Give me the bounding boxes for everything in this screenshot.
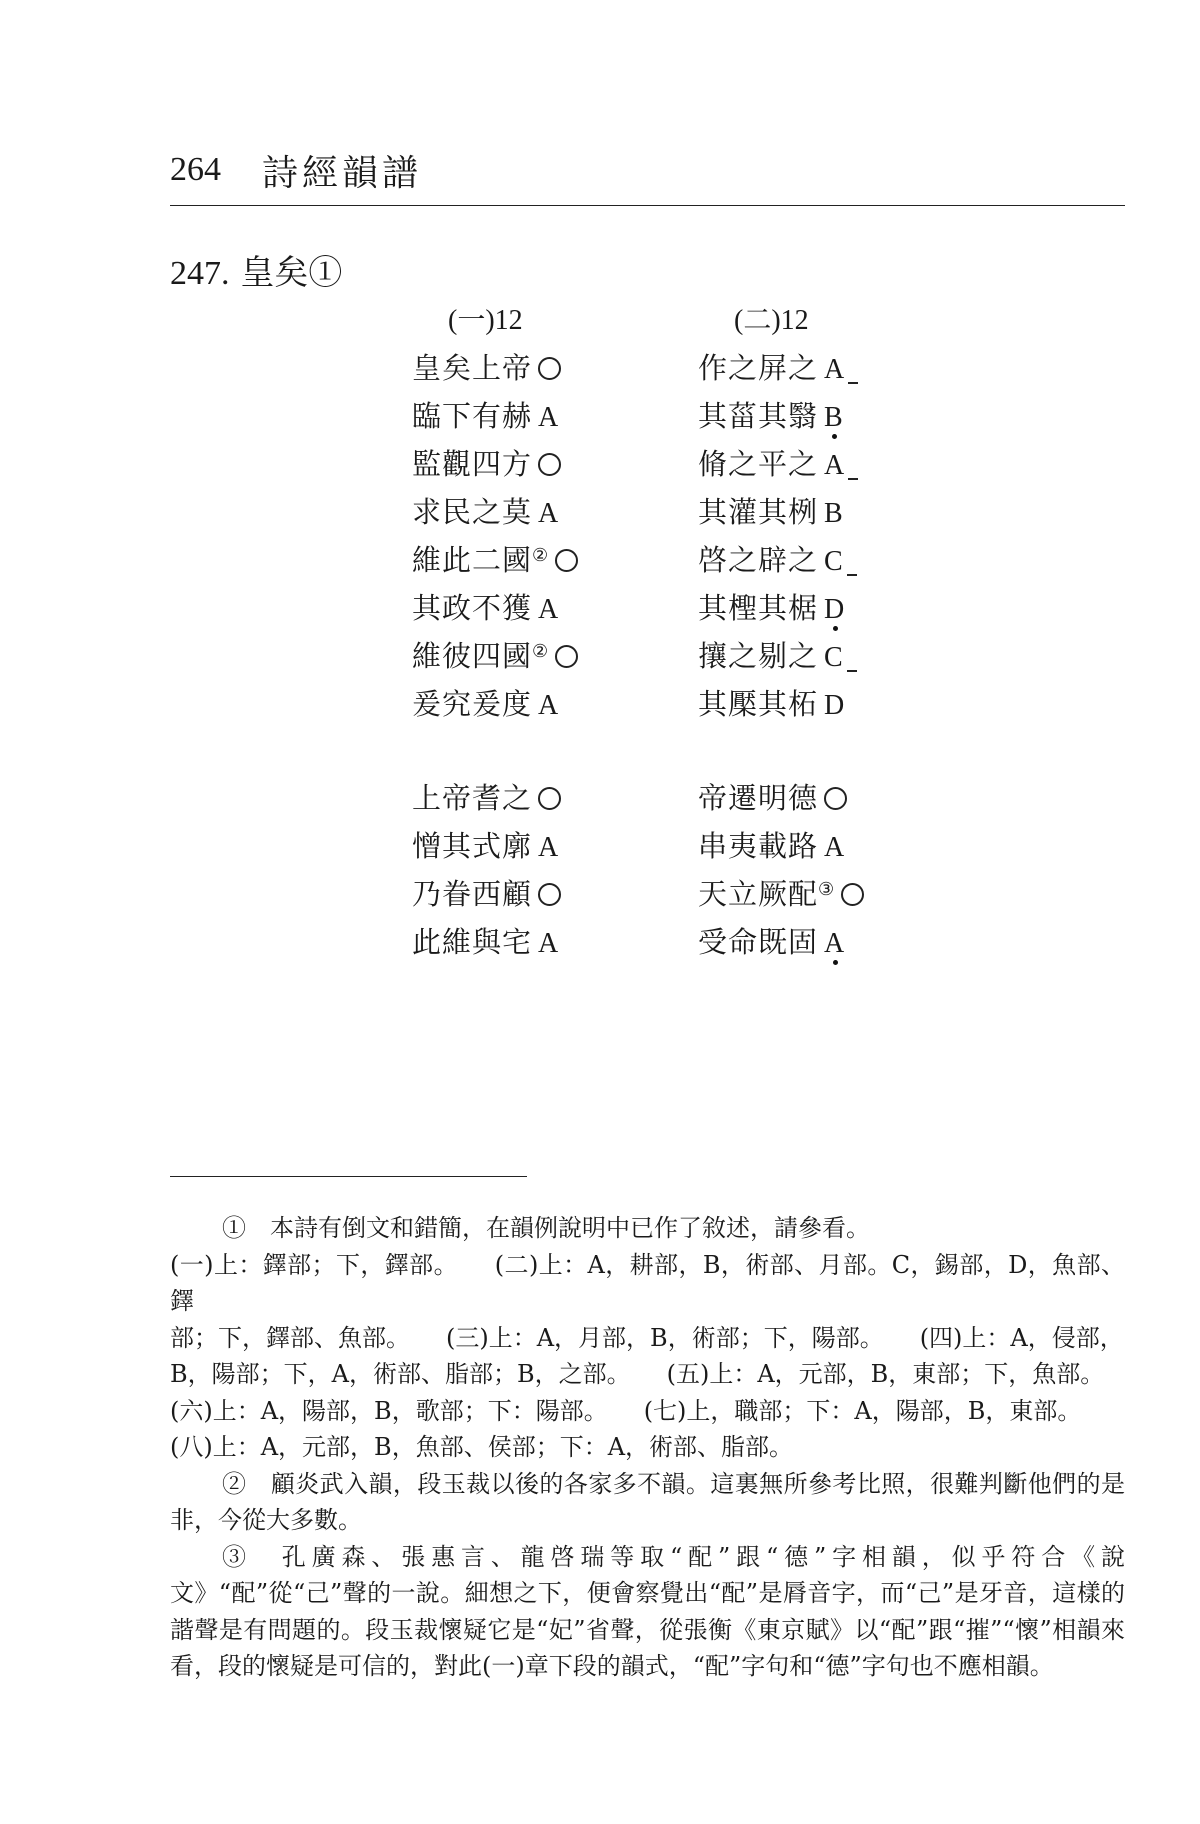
rhyme-mark: A [538, 928, 560, 959]
stanza-1 [412, 298, 742, 968]
rhyme-mark: D [824, 594, 846, 625]
verse-line: 帝遷明德 [698, 776, 1028, 824]
rhyme-mark: B [824, 498, 844, 529]
page-number: 264 [170, 151, 221, 188]
rhyme-mark: B [824, 402, 844, 433]
rhyme-mark: A [824, 928, 846, 959]
rhyme-mark: A [824, 354, 846, 385]
footnote-1-line: 部；下，鐸部、魚部。 (三)上：A，月部，B，術部；下，陽部。 (四)上：A，侵部， [170, 1323, 1124, 1352]
verse-line: 此維與宅 A [412, 925, 560, 959]
rhyme-mark: C [824, 642, 844, 673]
rhyme-mark: A [538, 402, 560, 433]
non-rhyme-circle-icon [538, 357, 561, 380]
verse-line: 上帝耆之 [412, 776, 742, 824]
rhyme-mark: A [538, 690, 560, 721]
non-rhyme-circle-icon [538, 787, 561, 810]
rhyme-mark: A [824, 450, 846, 481]
rhyme-dash-icon [847, 670, 857, 672]
verse-line: 爰究爰度 A [412, 687, 560, 721]
verse-line: 求民之莫 A [412, 495, 560, 529]
stanza-heading: (一)12 [448, 305, 523, 336]
poem-number: 247. [170, 255, 230, 292]
rhyme-mark: C [824, 546, 844, 577]
verse-line: 串夷載路 A [698, 829, 846, 863]
footnote-1-line: (一)上：鐸部；下，鐸部。 (二)上：A，耕部，B，術部、月部。C，錫部，D，魚部、鐸 [170, 1250, 1125, 1315]
footnote-1: ① 本詩有倒文和錯簡，在韻例說明中已作了敘述，請參看。 [222, 1214, 870, 1242]
verse-line: 維彼四國② [412, 634, 742, 682]
rhyme-dash-icon [847, 574, 857, 576]
verse-line: 受命既固 A [698, 925, 846, 959]
verse-line: 其菑其翳 B [698, 399, 844, 433]
footnote-rule [170, 1176, 527, 1177]
note-ref: ② [532, 545, 550, 567]
rhyme-mark: D [824, 690, 846, 721]
poem-title [170, 245, 342, 294]
verse-line: 其檉其椐 D [698, 591, 846, 625]
verse-line: 監觀四方 [412, 442, 742, 490]
footnote-1-line: (六)上：A，陽部，B，歌部；下：陽部。 (七)上，職部；下：A，陽部，B，東部。 [170, 1396, 1082, 1425]
non-rhyme-circle-icon [538, 883, 561, 906]
verse-line: 其檿其柘 D [698, 687, 846, 721]
footnote-1-line: B，陽部；下，A，術部、脂部；B，之部。 (五)上：A，元部，B，東部；下，魚部。 [170, 1360, 1105, 1388]
verse-line: 其政不獲 A [412, 591, 560, 625]
verse-line: 攘之剔之 C [698, 634, 1028, 682]
poem-title-text: 皇矣 [240, 253, 309, 293]
footnote-1-line: (八)上：A，元部，B，魚部、侯部；下：A，術部、脂部。 [170, 1433, 794, 1461]
rhyme-dash-icon [848, 382, 858, 384]
note-ref: ③ [818, 879, 836, 901]
non-rhyme-circle-icon [538, 453, 561, 476]
non-rhyme-circle-icon [824, 787, 847, 810]
rhyme-dash-icon [848, 478, 858, 480]
footnotes [170, 1210, 1125, 1685]
verse-line: 天立厥配③ [698, 872, 1028, 920]
page-header [170, 145, 1125, 206]
verse-line: 其灌其栵 B [698, 495, 844, 529]
rhyme-mark: A [538, 498, 560, 529]
non-rhyme-circle-icon [555, 549, 578, 572]
verse-line: 維此二國② [412, 538, 742, 586]
rhyme-mark: A [538, 832, 560, 863]
rhyme-mark: A [538, 594, 560, 625]
stanza-2 [698, 298, 1028, 968]
verse-line: 作之屏之 A [698, 346, 1028, 394]
note-ref: ② [532, 641, 550, 663]
verse-line: 皇矣上帝 [412, 346, 742, 394]
book-title: 詩經韻譜 [262, 153, 423, 194]
footnote-2: ② 顧炎武入韻，段玉裁以後的各家多不韻。這裏無所參考比照，很難判斷他們的是非，今從大多數。 [170, 1469, 1125, 1534]
stanza-heading: (二)12 [734, 305, 809, 336]
verse-line: 臨下有赫 A [412, 399, 560, 433]
verse-line: 憎其式廓 A [412, 829, 560, 863]
verse-line: 乃眷西顧 [412, 872, 742, 920]
verse-line: 啓之辟之 C [698, 538, 1028, 586]
poem-note-ref: ① [308, 253, 343, 293]
non-rhyme-circle-icon [841, 883, 864, 906]
verse-line: 脩之平之 A [698, 442, 1028, 490]
footnote-3: ③ 孔廣森、張惠言、龍啓瑞等取“配”跟“德”字相韻，似乎符合《說文》“配”從“己”聲的一說。細想之下，便會察覺出“配”是脣音字，而“己”是牙音，這樣的諧聲是有問題的。段玉裁懷疑它是“妃”省聲，從張衡《東京賦》以“配”跟“摧”“懷”相韻來看，段的懷疑是可信的，對此(一)章下段的韻式，“配”字句和“德”字句也不應相韻。 [170, 1542, 1125, 1680]
rhyme-mark: A [824, 832, 846, 863]
non-rhyme-circle-icon [555, 645, 578, 668]
